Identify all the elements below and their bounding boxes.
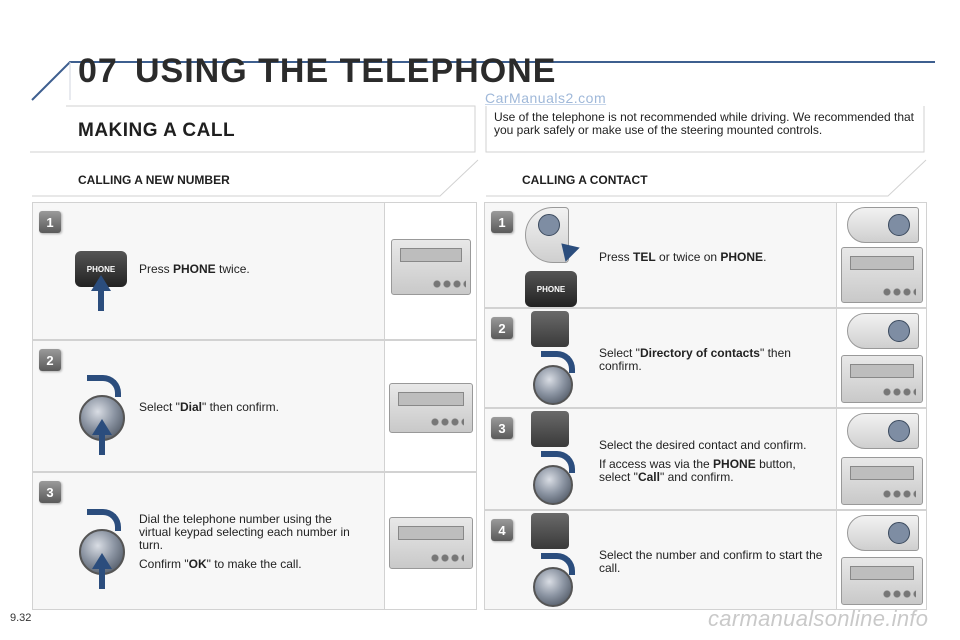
chapter-title: USING THE TELEPHONE (135, 52, 557, 90)
step-photo (836, 409, 926, 509)
step-instruction: Press PHONE twice. (139, 262, 250, 276)
step-photo (384, 203, 476, 339)
control-knob-icon (533, 567, 573, 607)
phone-button-icon: PHONE (525, 271, 577, 307)
step-instruction: Select "Dial" then confirm. (139, 400, 279, 414)
section-title-making-call: MAKING A CALL (78, 120, 236, 141)
chapter-number: 07 (78, 52, 118, 90)
subsection-title-contact: CALLING A CONTACT (522, 173, 648, 187)
new-number-step-2 (32, 340, 477, 472)
steering-wheel-icon (847, 515, 919, 551)
step-badge: 2 (491, 317, 513, 339)
contact-step-3 (484, 408, 927, 510)
step-badge: 4 (491, 519, 513, 541)
radio-panel-icon (391, 239, 471, 295)
radio-panel-icon (841, 247, 923, 303)
steering-wheel-icon (847, 313, 919, 349)
step-photo (384, 341, 476, 471)
step-badge: 3 (39, 481, 61, 503)
step-badge: 1 (39, 211, 61, 233)
watermark-bottom: carmanualsonline.info (708, 606, 929, 631)
up-arrow-stem-icon (99, 433, 105, 455)
rocker-switch-icon (531, 311, 569, 347)
contact-step-2 (484, 308, 927, 408)
rocker-switch-icon (531, 411, 569, 447)
step-instruction: Select the desired contact and confirm. If access was via the PHONE button, select "Call" and confirm. (599, 438, 807, 484)
steering-wheel-icon (847, 413, 919, 449)
radio-panel-icon (841, 355, 923, 403)
step-photo (836, 511, 926, 609)
step-photo (384, 473, 476, 609)
contact-step-4 (484, 510, 927, 610)
step-instruction: Press TEL or twice on PHONE. (599, 250, 767, 264)
step-instruction: Select the number and confirm to start the call. (599, 548, 823, 575)
radio-panel-icon (389, 383, 473, 433)
rocker-switch-icon (531, 513, 569, 549)
step-photo (836, 203, 926, 307)
rotate-arrow-icon (87, 375, 121, 397)
up-arrow-stem-icon (98, 289, 104, 311)
new-number-step-3 (32, 472, 477, 610)
radio-panel-icon (841, 457, 923, 505)
step-photo (836, 309, 926, 407)
contact-step-1 (484, 202, 927, 308)
watermark-top-link[interactable]: CarManuals2.com (485, 90, 607, 106)
step-badge: 1 (491, 211, 513, 233)
control-knob-icon (533, 365, 573, 405)
steering-wheel-icon (847, 207, 919, 243)
step-instruction: Dial the telephone number using the virtual keypad selecting each number in turn. Confirm "OK" to make the call. (139, 512, 350, 571)
step-instruction: Select "Directory of contacts" then confirm. (599, 346, 791, 373)
warning-text: Use of the telephone is not recommended while driving. We recommended that you park safely or make use of the steering mounted controls. (494, 110, 915, 137)
rotate-arrow-icon (87, 509, 121, 531)
up-arrow-stem-icon (99, 567, 105, 589)
control-knob-icon (533, 465, 573, 505)
page-number: 9.32 (10, 612, 32, 624)
step-badge: 2 (39, 349, 61, 371)
step-badge: 3 (491, 417, 513, 439)
radio-panel-icon (389, 517, 473, 569)
subsection-title-new-number: CALLING A NEW NUMBER (78, 173, 230, 187)
new-number-step-1 (32, 202, 477, 340)
phone-button-icon: PHONE (75, 251, 127, 287)
radio-panel-icon (841, 557, 923, 605)
